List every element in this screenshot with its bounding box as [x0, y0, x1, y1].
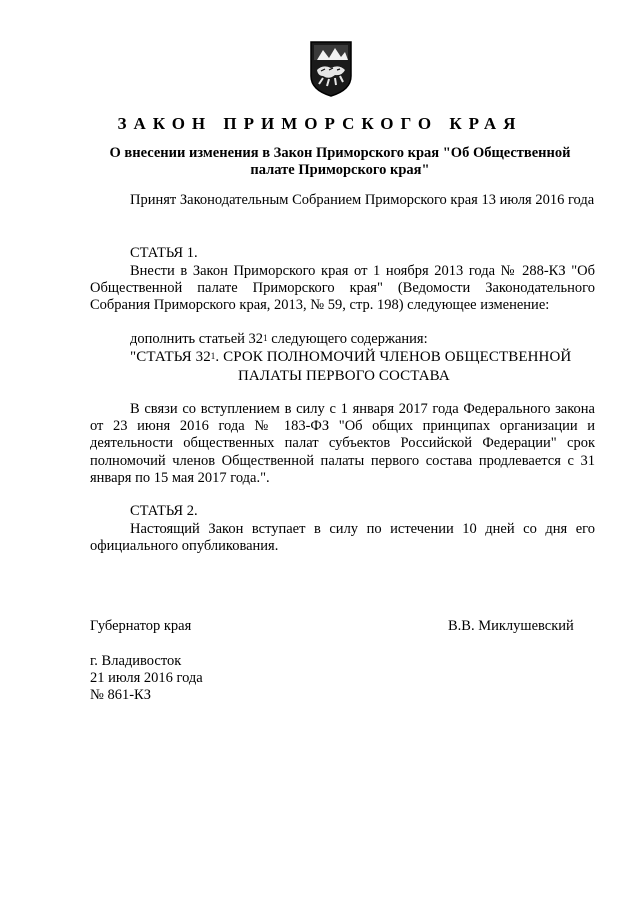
article-1-heading: СТАТЬЯ 1.	[130, 245, 198, 261]
article-2-heading: СТАТЬЯ 2.	[130, 503, 198, 519]
law-title: ЗАКОН ПРИМОРСКОГО КРАЯ	[117, 114, 523, 133]
add-line-prefix: дополнить статьей 32	[130, 331, 264, 347]
new-article-sup: 1	[210, 351, 216, 361]
footer-date: 21 июля 2016 года	[90, 670, 203, 686]
law-subtitle	[90, 145, 590, 179]
article-2-body: Настоящий Закон вступает в силу по истечении 10 дней со дня его официального опубликования.	[90, 521, 595, 555]
new-article-prefix: "СТАТЬЯ 32	[130, 349, 211, 365]
adoption-statement: Принят Законодательным Собранием Приморского края 13 июля 2016 года	[130, 192, 595, 208]
subtitle-line-2: палате Приморского края"	[250, 162, 430, 178]
new-article-heading-line-1	[130, 348, 571, 366]
primorsky-krai-coat-of-arms-icon	[309, 40, 353, 98]
new-article-heading-line-2: ПАЛАТЫ ПЕРВОГО СОСТАВА	[238, 368, 450, 384]
signature-position: Губернатор края	[90, 618, 192, 634]
article-1-body: Внести в Закон Приморского края от 1 ноября 2013 года № 288-КЗ "Об Общественной палате Приморского края" (Ведомости Законодательного Собрания Приморского края, 2013, № 59, стр. 198) следующее изменение:	[90, 263, 595, 314]
new-article-body: В связи со вступлением в силу с 1 января 2017 года Федерального закона от 23 июня 2016 года № 183-ФЗ "Об общих принципах организации и деятельности общественных палат субъектов Российской Федерации" срок полномочий членов Общественной палаты первого состава продлевается с 31 января по 15 мая 2017 года.".	[90, 401, 595, 486]
subtitle-line-1: О внесении изменения в Закон Приморского края "Об Общественной	[109, 145, 571, 161]
footer-number: № 861-КЗ	[90, 687, 151, 703]
new-article-line1-rest: . СРОК ПОЛНОМОЧИЙ ЧЛЕНОВ ОБЩЕСТВЕННОЙ	[215, 349, 572, 365]
add-line-sup: 1	[263, 333, 268, 343]
signature-name: В.В. Миклушевский	[448, 618, 574, 634]
add-article-line	[130, 331, 428, 348]
footer-city: г. Владивосток	[90, 653, 182, 669]
add-line-suffix: следующего содержания:	[267, 331, 428, 347]
